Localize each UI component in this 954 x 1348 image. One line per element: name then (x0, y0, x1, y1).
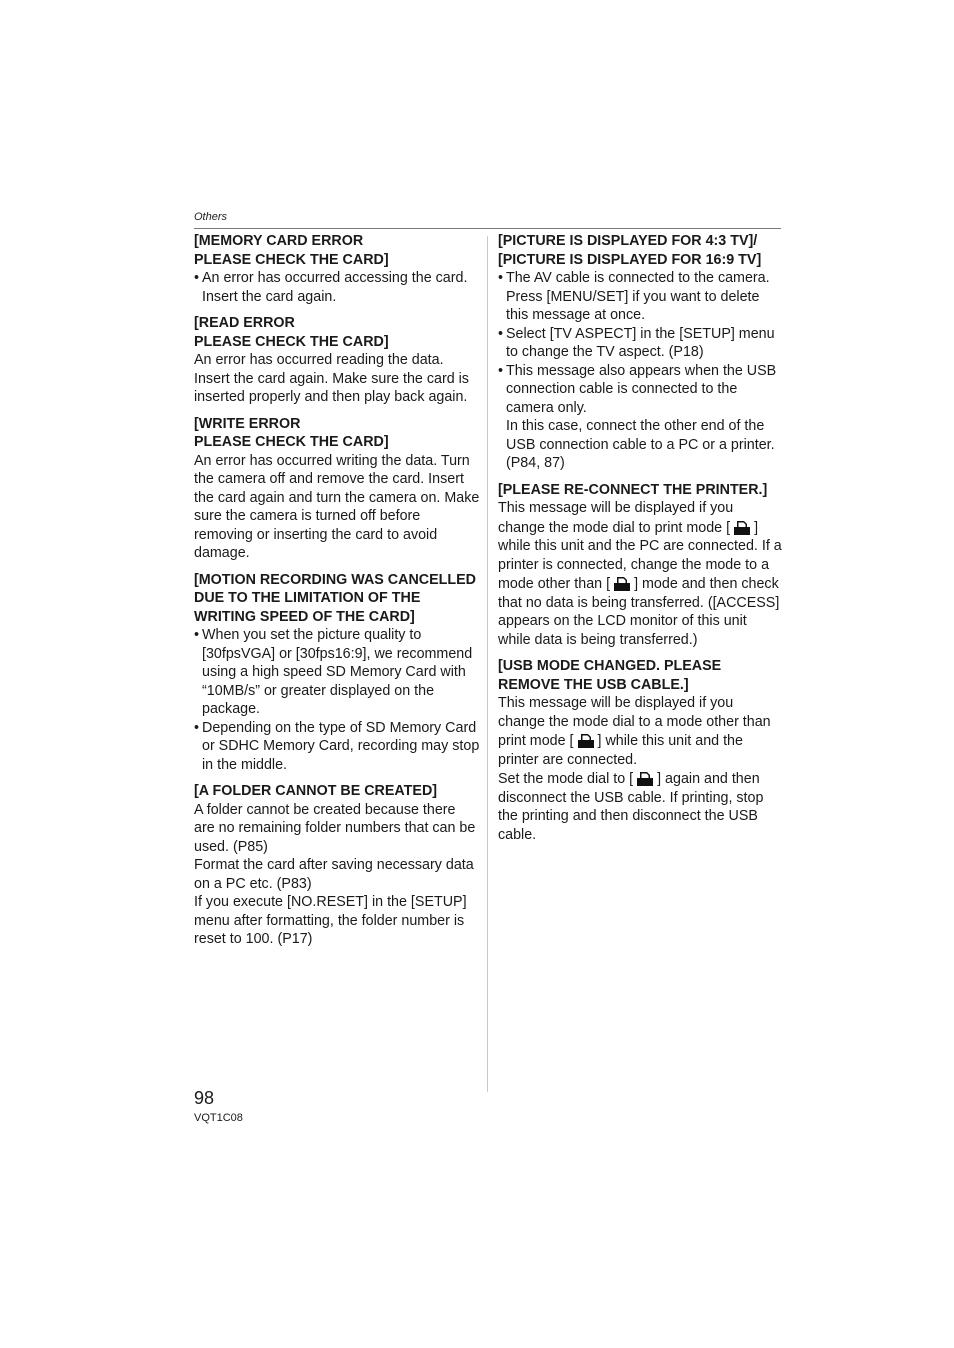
usb-mode-text-2: ] while this unit and the printer are connected. (498, 733, 743, 768)
read-error-body: An error has occurred reading the data. Insert the card again. Make sure the card is inserted properly and then play back again. (194, 352, 469, 405)
motion-cancelled-bullet-1: • When you set the picture quality to [30fpsVGA] or [30fps16:9], we recommend using a high speed SD Memory Card with “10MB/s” or greater displayed on the package. (194, 626, 480, 719)
memory-card-error-title-2: PLEASE CHECK THE CARD] (194, 251, 389, 268)
read-error-title-1: [READ ERROR (194, 315, 295, 331)
memory-card-error-bullets (194, 269, 480, 306)
reconnect-section (498, 481, 782, 650)
motion-cancelled-bullets (194, 626, 480, 774)
reconnect-body (498, 499, 782, 649)
tv-display-title-2: [PICTURE IS DISPLAYED FOR 16:9 TV] (498, 251, 762, 268)
folder-body-2: Format the card after saving necessary data on a PC etc. (P83) (194, 857, 474, 892)
write-error-body: An error has occurred writing the data. Turn the camera off and remove the card. Insert the card again and turn the camera on. Make sure the camera is turned off before removing or inserting the card to avoid damage. (194, 452, 480, 561)
reconnect-text-3: ] mode and then check that no data is being transferred. ([ACCESS] appears on the LCD monitor of this unit while data is being transferred.) (498, 576, 780, 648)
memory-card-error-section (194, 232, 480, 306)
write-error-title-2: PLEASE CHECK THE CARD] (194, 434, 389, 450)
tv-display-section (498, 232, 782, 473)
print-mode-icon (731, 518, 753, 536)
folder-title: [A FOLDER CANNOT BE CREATED] (194, 783, 438, 799)
print-mode-icon (611, 574, 633, 592)
left-column (194, 232, 480, 957)
header-rule (194, 228, 781, 229)
reconnect-text-2: ] while this unit and the PC are connected. If a printer is connected, change the mode to a mode other than [ (498, 519, 782, 592)
usb-mode-body-2 (498, 769, 782, 844)
section-label: Others (194, 211, 228, 223)
tv-display-bullet-3: • This message also appears when the USB connection cable is connected to the camera only. (498, 362, 782, 418)
memory-card-error-title-1: [MEMORY CARD ERROR (194, 233, 364, 249)
write-error-section (194, 415, 480, 563)
memory-card-error-bullet: • An error has occurred accessing the card. Insert the card again. (194, 269, 480, 306)
motion-cancelled-bullet-2: • Depending on the type of SD Memory Card or SDHC Memory Card, recording may stop in the middle. (194, 719, 480, 775)
tv-display-note: In this case, connect the other end of the USB connection cable to a PC or a printer. (P84, 87) (506, 418, 775, 471)
motion-cancelled-title: [MOTION RECORDING WAS CANCELLED DUE TO THE LIMITATION OF THE WRITING SPEED OF THE CARD] (194, 571, 476, 625)
tv-display-title-1: [PICTURE IS DISPLAYED FOR 4:3 TV]/ (498, 233, 758, 249)
reconnect-text-1: This message will be displayed if you change the mode dial to print mode [ (498, 500, 734, 536)
usb-mode-section (498, 657, 782, 844)
reconnect-title: [PLEASE RE-CONNECT THE PRINTER.] (498, 481, 768, 498)
usb-mode-text-1: This message will be displayed if you change the mode dial to a mode other than print mode [ (498, 695, 771, 749)
read-error-title-2: PLEASE CHECK THE CARD] (194, 333, 389, 350)
folder-section (194, 782, 480, 949)
page-number: 98 (194, 1088, 215, 1108)
write-error-title-1: [WRITE ERROR (194, 415, 301, 432)
usb-mode-text-4: ] again and then disconnect the USB cable. If printing, stop the printing and then disconnect the USB cable. (498, 771, 764, 843)
usb-mode-title: [USB MODE CHANGED. PLEASE REMOVE THE USB CABLE.] (498, 658, 722, 693)
tv-display-bullets (498, 269, 782, 417)
right-column (498, 232, 782, 852)
document-code: VQT1C08 (194, 1112, 243, 1124)
column-divider (487, 236, 488, 1092)
motion-cancelled-section (194, 571, 480, 775)
folder-body-3: If you execute [NO.RESET] in the [SETUP] menu after formatting, the folder number is reset to 100. (P17) (194, 894, 467, 947)
print-mode-icon (575, 731, 597, 749)
usb-mode-text-3: Set the mode dial to [ (498, 771, 634, 787)
tv-display-bullet-1: • The AV cable is connected to the camera. Press [MENU/SET] if you want to delete this message at once. (498, 269, 782, 325)
print-mode-icon (634, 769, 656, 787)
folder-body-1: A folder cannot be created because there are no remaining folder numbers that can be used. (P85) (194, 801, 476, 855)
usb-mode-body-1 (498, 694, 782, 769)
tv-display-bullet-2: • Select [TV ASPECT] in the [SETUP] menu to change the TV aspect. (P18) (498, 325, 782, 362)
read-error-section (194, 314, 480, 407)
